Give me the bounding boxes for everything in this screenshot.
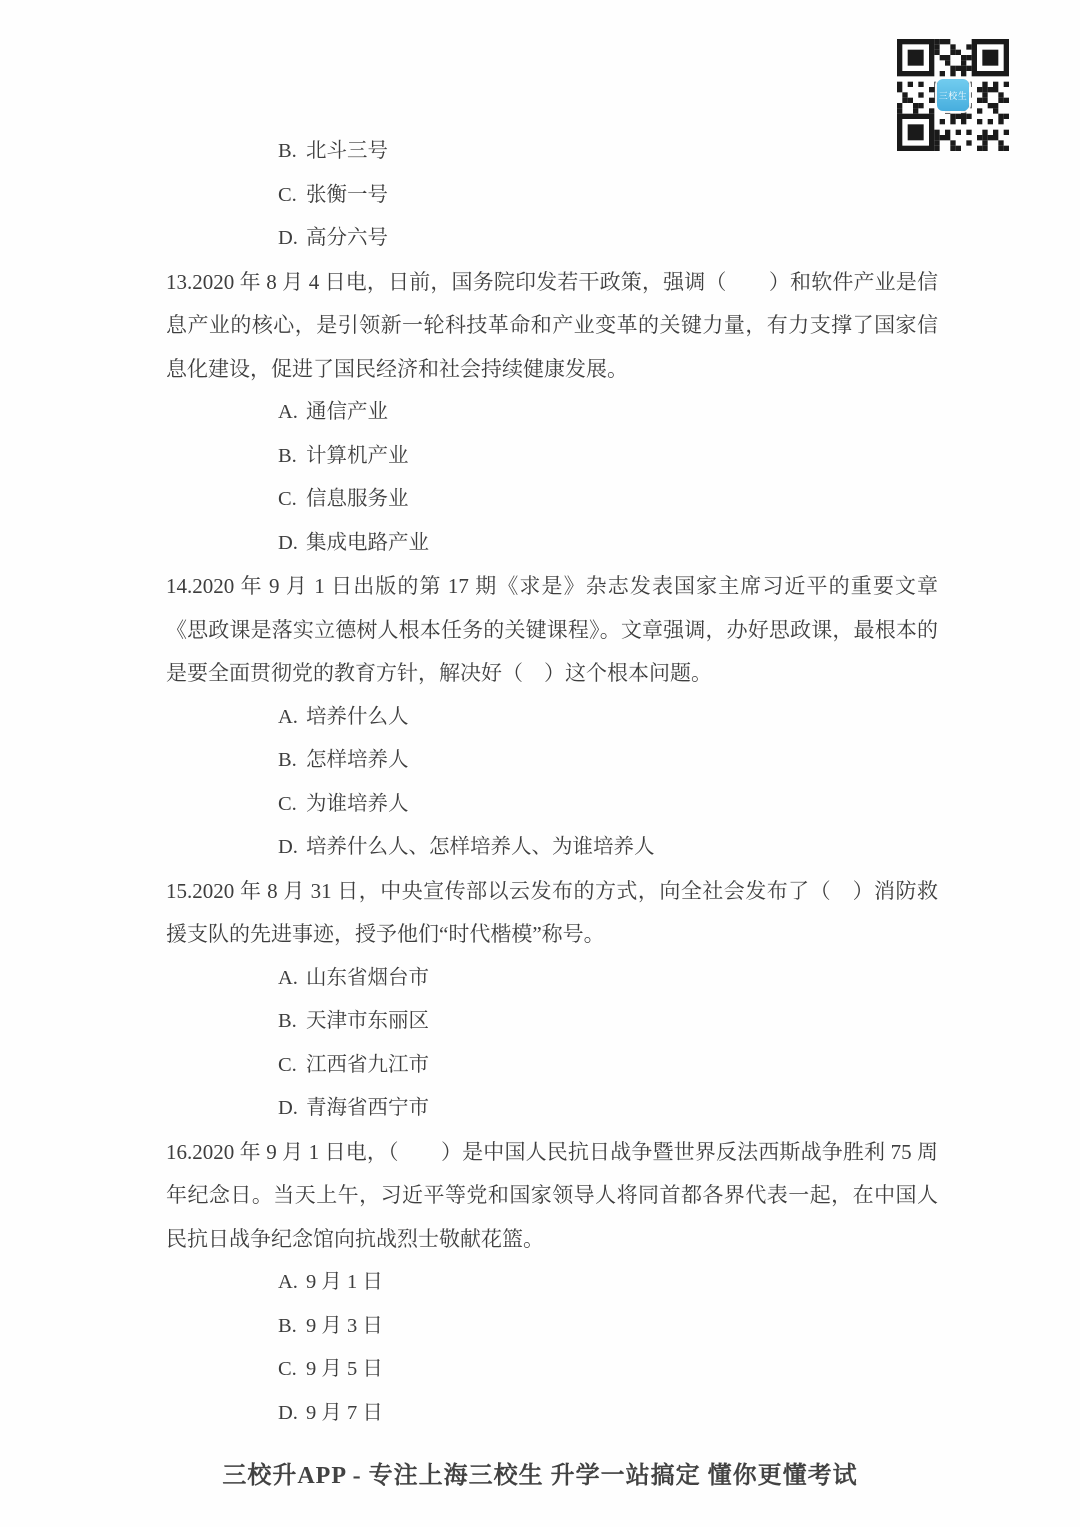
option-text: 通信产业 <box>306 401 388 423</box>
page-footer <box>0 1455 1080 1490</box>
option-text: 北斗三号 <box>306 140 388 162</box>
option-letter: A. <box>278 966 298 989</box>
question-block <box>166 870 938 1131</box>
question-text <box>166 1131 938 1262</box>
question-text <box>166 261 938 392</box>
option-text: 9 月 7 日 <box>306 1401 383 1424</box>
option-row <box>166 1000 938 1044</box>
footer-text: 三校升APP - 专注上海三校生 升学一站搞定 懂你更懂考试 <box>222 1463 858 1489</box>
option-letter: D. <box>278 1401 298 1424</box>
qr-logo <box>937 79 969 111</box>
option-row <box>166 957 938 1001</box>
option-text: 培养什么人 <box>306 705 409 728</box>
question-number: 14. <box>166 574 193 598</box>
option-text: 山东省烟台市 <box>306 966 429 989</box>
question-body: 2020 年 9 月 1 日出版的第 17 期《求是》杂志发表国家主席习近平的重要文章《思政课是落实立德树人根本任务的关键课程》。文章强调，办好思政课，最根本的是要全面贯彻党的教育方针，解决好（ ）这个根本问题。 <box>166 574 938 685</box>
option-row <box>166 1261 938 1305</box>
option-letter: A. <box>278 401 298 423</box>
option-text: 培养什么人、怎样培养人、为谁培养人 <box>306 836 655 858</box>
option-row <box>166 696 938 740</box>
option-letter: B. <box>278 140 297 162</box>
option-letter: D. <box>278 227 298 249</box>
option-letter: C. <box>278 1053 297 1076</box>
question-list <box>166 130 938 1435</box>
question-number: 13. <box>166 269 193 294</box>
option-row <box>166 739 938 783</box>
option-text: 青海省西宁市 <box>306 1097 429 1119</box>
option-row <box>166 435 938 479</box>
option-text: 计算机产业 <box>306 444 409 467</box>
question-text <box>166 870 938 957</box>
option-letter: B. <box>278 1314 297 1337</box>
option-letter: A. <box>278 1271 298 1293</box>
option-letter: B. <box>278 1010 297 1032</box>
option-row <box>166 522 938 566</box>
option-letter: C. <box>278 1358 297 1380</box>
option-row <box>166 1044 938 1088</box>
option-text: 天津市东丽区 <box>306 1010 429 1032</box>
question-text <box>166 565 938 696</box>
option-text: 张衡一号 <box>306 183 388 206</box>
option-letter: B. <box>278 749 297 771</box>
option-letter: D. <box>278 531 298 554</box>
option-text: 9 月 1 日 <box>306 1271 383 1293</box>
question-number: 16. <box>166 1139 193 1164</box>
option-row <box>166 1305 938 1349</box>
option-text: 9 月 3 日 <box>306 1314 383 1337</box>
option-text: 为谁培养人 <box>306 792 409 815</box>
option-row <box>166 130 938 174</box>
option-row <box>166 783 938 827</box>
option-row <box>166 391 938 435</box>
question-block <box>166 261 938 566</box>
option-text: 集成电路产业 <box>306 531 429 554</box>
option-letter: C. <box>278 488 297 510</box>
option-row <box>166 217 938 261</box>
option-text: 9 月 5 日 <box>306 1358 383 1380</box>
question-block <box>166 565 938 870</box>
option-letter: B. <box>278 444 297 467</box>
question-block <box>166 1131 938 1436</box>
option-letter: C. <box>278 183 297 206</box>
option-text: 江西省九江市 <box>306 1053 429 1076</box>
option-row <box>166 1348 938 1392</box>
option-letter: A. <box>278 705 298 728</box>
question-body: 2020 年 9 月 1 日电，（ ）是中国人民抗日战争暨世界反法西斯战争胜利 75 周年纪念日。当天上午，习近平等党和国家领导人将同首都各界代表一起，在中国人民抗日战争纪念馆向抗战烈士敬献花篮。 <box>166 1139 938 1251</box>
option-text: 高分六号 <box>306 227 388 249</box>
option-letter: D. <box>278 1097 298 1119</box>
question-body: 2020 年 8 月 31 日，中央宣传部以云发布的方式，向全社会发布了（ ）消防救援支队的先进事迹，授予他们“时代楷模”称号。 <box>166 878 938 946</box>
option-letter: D. <box>278 836 298 858</box>
option-row <box>166 1392 938 1436</box>
question-number: 15. <box>166 878 193 903</box>
option-text: 信息服务业 <box>306 488 409 510</box>
option-row <box>166 478 938 522</box>
option-row <box>166 826 938 870</box>
option-row <box>166 174 938 218</box>
qr-logo-text: 三校生 <box>938 90 968 101</box>
option-letter: C. <box>278 792 297 815</box>
option-text: 怎样培养人 <box>306 749 409 771</box>
option-row <box>166 1087 938 1131</box>
question-body: 2020 年 8 月 4 日电，日前，国务院印发若干政策，强调（ ）和软件产业是信息产业的核心，是引领新一轮科技革命和产业变革的关键力量，有力支撑了国家信息化建设，促进了国民经济和社会持续健康发展。 <box>166 269 938 381</box>
